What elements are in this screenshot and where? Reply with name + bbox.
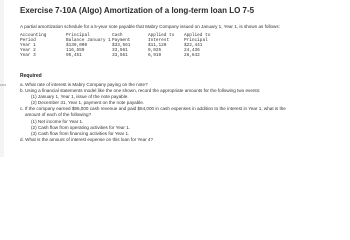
table-cell: Year 2 bbox=[20, 48, 36, 53]
exercise-title: Exercise 7-10A (Algo) Amortization of a long-term loan LO 7-5 bbox=[20, 6, 255, 15]
table-cell: 26,642 bbox=[184, 53, 200, 58]
header-cell: Period bbox=[20, 38, 36, 43]
table-row bbox=[20, 53, 224, 58]
table-cell: 33,561 bbox=[112, 53, 128, 58]
left-edge-label: ces bbox=[0, 82, 7, 87]
table-cell: 6,919 bbox=[148, 53, 162, 58]
left-margin-bar bbox=[0, 0, 7, 157]
question-c-continuation: amount of each of the following? bbox=[25, 112, 92, 117]
question-b-item-1: (1) January 1, Year 1, issue of the note payable. bbox=[31, 94, 129, 99]
header-cell: Applied to bbox=[148, 33, 175, 38]
table-cell: Year 3 bbox=[20, 53, 36, 58]
header-cell: Balance January 1 bbox=[66, 38, 111, 43]
table-cell: $33,561 bbox=[112, 43, 131, 48]
table-cell: 9,025 bbox=[148, 48, 162, 53]
amortization-schedule bbox=[20, 33, 224, 58]
exercise-intro: A partial amortization schedule for a 5-year note payable that Mabry Company issued on January 1, Year 1, is shown as follows: bbox=[20, 24, 280, 29]
header-cell: Interest bbox=[148, 38, 170, 43]
question-a: a. What rate of interest is Mabry Company paying on the note? bbox=[20, 82, 148, 87]
table-cell: 95,451 bbox=[66, 53, 82, 58]
table-cell: 33,561 bbox=[112, 48, 128, 53]
table-cell: $139,000 bbox=[66, 43, 88, 48]
table-cell: $11,120 bbox=[148, 43, 167, 48]
header-cell: Applied to bbox=[184, 33, 211, 38]
table-cell: Year 1 bbox=[20, 43, 36, 48]
header-cell: Payment bbox=[112, 38, 131, 43]
question-c: c. If the company earned $95,000 cash revenue and paid $54,000 in cash expenses in addition to the interest in Year 1, what is the bbox=[20, 106, 286, 111]
table-cell: $22,441 bbox=[184, 43, 203, 48]
header-cell: Principal bbox=[66, 33, 90, 38]
question-c-item-1: (1) Net income for Year 1. bbox=[31, 119, 84, 124]
question-c-item-3: (3) Cash flow from financing activities for Year 1. bbox=[31, 131, 130, 136]
table-cell: 24,436 bbox=[184, 48, 200, 53]
header-cell: Accounting bbox=[20, 33, 47, 38]
table-cell: 116,559 bbox=[66, 48, 85, 53]
question-c-item-2: (2) Cash flow from operating activities for Year 1. bbox=[31, 125, 131, 130]
question-b-item-2: (2) December 31, Year 1, payment on the note payable. bbox=[31, 100, 145, 105]
header-cell: Principal bbox=[184, 38, 208, 43]
required-heading: Required bbox=[20, 73, 42, 79]
question-b: b. Using a financial statements model like the one shown, record the appropriate amounts for the following two events: bbox=[20, 88, 261, 93]
header-cell: Cash bbox=[112, 33, 123, 38]
question-d: d. What is the amount of interest expense on this loan for Year 4? bbox=[20, 137, 154, 142]
